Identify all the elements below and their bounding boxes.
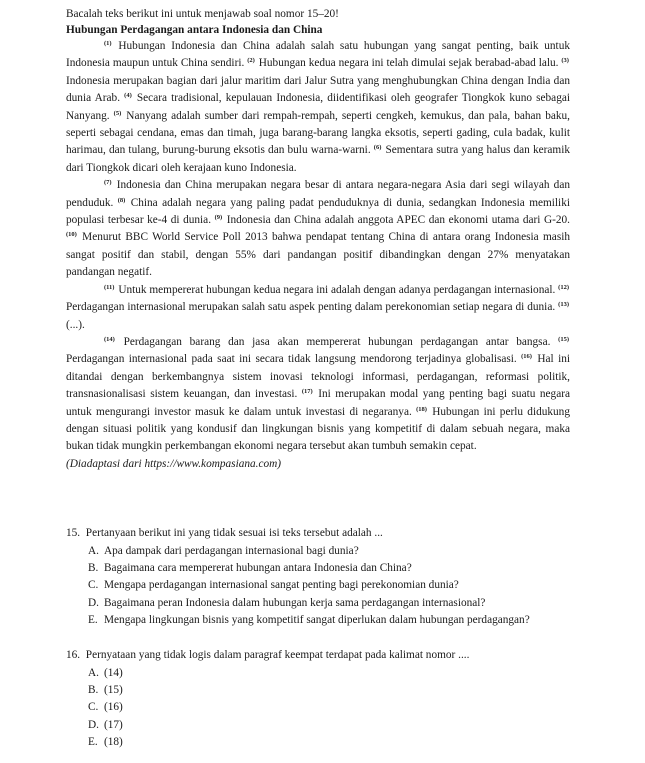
option-text: (18) xyxy=(104,735,123,748)
question-15-options xyxy=(66,543,626,629)
option-text: Mengapa perdagangan internasional sangat penting bagi perekonomian dunia? xyxy=(104,579,459,592)
question-text: Pernyataan yang tidak logis dalam paragraf keempat terdapat pada kalimat nomor .... xyxy=(85,649,470,661)
question-15-stem xyxy=(66,525,626,541)
option-text: Bagaimana cara mempererat hubungan antara Indonesia dan China? xyxy=(104,562,412,575)
question-16-stem xyxy=(66,647,626,663)
sentence-text: Indonesia dan China merupakan negara besar di antara negara-negara Asia dari segi wilayah dan penduduk. xyxy=(66,179,570,209)
option-label: C. xyxy=(88,701,99,714)
sentence-text: China adalah negara yang paling padat penduduknya di dunia, sedangkan Indonesia memiliki populasi terbesar ke-4 di dunia. xyxy=(66,196,570,227)
question-15 xyxy=(66,525,626,629)
answer-option[interactable] xyxy=(88,595,626,612)
sentence-number: (9) xyxy=(214,214,223,222)
sentence-text: Untuk mempererat hubungan kedua negara ini adalah dengan adanya perdagangan internasional. xyxy=(115,283,559,296)
sentence-number: (18) xyxy=(416,405,427,413)
sentence-text: Menurut BBC World Service Poll 2013 bahwa pendapat tentang China di antara orang Indonesia masih sangat positif dan stabil, dengan 55% dari pandangan positif dibandingkan dengan 27% menyatakan pandangan negatif. xyxy=(66,231,570,279)
sentence-number: (1) xyxy=(104,40,112,47)
option-label: D. xyxy=(88,718,99,731)
question-text: Pertanyaan berikut ini yang tidak sesuai isi teks tersebut adalah ... xyxy=(85,527,383,539)
sentence-text: Hubungan Indonesia dan China adalah salah satu hubungan yang sangat penting, baik untuk Indonesia maupun untuk China sendiri. xyxy=(66,40,570,70)
option-label: E. xyxy=(88,735,98,748)
sentence-number: (7) xyxy=(104,179,112,187)
sentence-text: Perdagangan internasional pada saat ini secara tidak langsung mendorong terjadinya globalisasi. xyxy=(66,353,522,366)
question-number: 16. xyxy=(66,649,81,661)
answer-option[interactable] xyxy=(88,577,626,594)
sentence-number: (15) xyxy=(558,335,569,343)
sentence-number: (10) xyxy=(66,231,77,239)
answer-option[interactable] xyxy=(88,560,626,577)
option-text: (14) xyxy=(104,667,123,679)
passage-body xyxy=(66,38,570,456)
sentence-number: (5) xyxy=(113,109,122,117)
option-text: Bagaimana peran Indonesia dalam hubungan kerja sama perdagangan internasional? xyxy=(104,596,486,609)
answer-option[interactable] xyxy=(88,682,626,699)
sentence-number: (12) xyxy=(558,283,569,291)
sentence-number: (14) xyxy=(104,335,115,343)
sentence-text: Secara tradisional, kepulauan Indonesia, diidentifikasi oleh geografer Tiongkok kuno sebagai Nanyang. xyxy=(66,92,571,122)
instruction-text: Bacalah teks berikut ini untuk menjawab soal nomor 15–20! xyxy=(66,8,339,20)
question-16 xyxy=(66,647,626,751)
sentence-number: (8) xyxy=(117,196,126,204)
option-text: (16) xyxy=(104,701,123,714)
sentence-text: Ini merupakan modal yang penting bagi suatu negara untuk mengurangi investor masuk ke dalam untuk investasi di negaranya. xyxy=(66,388,570,418)
sentence-text: Perdagangan internasional merupakan salah satu aspek penting dalam perekonomian setiap negara di dunia. xyxy=(66,301,559,314)
sentence-number: (4) xyxy=(124,92,132,100)
source-citation: (Diadaptasi dari https://www.kompasiana.com) xyxy=(66,457,282,470)
sentence-number: (17) xyxy=(301,388,313,396)
answer-option[interactable] xyxy=(88,543,626,560)
answer-option[interactable] xyxy=(88,665,626,682)
option-label: A. xyxy=(88,545,99,557)
option-text: (17) xyxy=(104,718,123,731)
option-label: C. xyxy=(88,579,99,592)
option-label: D. xyxy=(88,596,99,609)
option-label: B. xyxy=(88,562,99,575)
sentence-text: Indonesia dan China adalah anggota APEC dan ekonomi utama dari G-20. xyxy=(223,214,570,227)
answer-option[interactable] xyxy=(88,612,626,629)
reading-passage xyxy=(66,6,570,473)
paragraph-3 xyxy=(66,282,570,334)
question-number: 15. xyxy=(66,527,81,539)
option-text: (15) xyxy=(104,684,123,697)
sentence-number: (3) xyxy=(561,57,569,65)
answer-option[interactable] xyxy=(88,717,626,734)
sentence-text: Indonesia merupakan bagian dari jalur maritim dari Jalur Sutra yang menghubungkan China dengan India dan dunia Arab. xyxy=(66,74,570,105)
option-text: Apa dampak dari perdagangan internasional bagi dunia? xyxy=(104,545,359,557)
sentence-text: Nanyang adalah sumber dari rempah-rempah, seperti cengkeh, kemukus, dan pala, bahan baku, seperti sebagai cendana, emas dan timah, juga barang-barang langka eksotis, seperti gading, cula badak, kulit harimau, dan tulang, burung-burung eksotis dan bulu warna-warni. xyxy=(66,109,571,157)
sentence-text: Hubungan kedua negara ini telah dimulai sejak berabad-abad lalu. xyxy=(255,57,562,70)
sentence-text: Hubungan ini perlu didukung dengan situasi politik yang kondusif dan lingkungan bisnis yang kompetitif di dalam sebuah negara, maka bukan tidak mungkin perkembangan ekonomi negara tersebut akan tumbuh semakin cepat. xyxy=(66,405,570,453)
option-text: Mengapa lingkungan bisnis yang kompetitif sangat diperlukan dalam hubungan perdagangan? xyxy=(104,613,530,626)
sentence-number: (6) xyxy=(373,144,382,152)
option-label: E. xyxy=(88,613,98,626)
answer-option[interactable] xyxy=(88,699,626,716)
paragraph-2 xyxy=(66,177,570,281)
option-label: A. xyxy=(88,667,99,679)
option-label: B. xyxy=(88,684,99,697)
sentence-number: (2) xyxy=(247,57,255,65)
sentence-number: (13) xyxy=(558,301,569,309)
sentence-text: Sementara sutra yang halus dan keramik dari Tiongkok dicari oleh kerajaan kuno Indonesia. xyxy=(66,144,570,174)
paragraph-1 xyxy=(66,38,570,177)
question-16-options xyxy=(66,665,626,751)
sentence-number: (16) xyxy=(521,353,532,361)
sentence-number: (11) xyxy=(104,283,115,291)
paragraph-4 xyxy=(66,334,570,456)
answer-option[interactable] xyxy=(88,734,626,751)
passage-title: Hubungan Perdagangan antara Indonesia dan China xyxy=(66,24,323,36)
sentence-text: Perdagangan barang dan jasa akan mempererat hubungan perdagangan antar bangsa. xyxy=(115,335,559,348)
sentence-text: (...). xyxy=(66,318,85,331)
sentence-text: Hal ini ditandai dengan berkembangnya sistem inovasi teknologi informasi, perdagangan, reformasi politik, transnasionalisasi sistem keuangan, dan investasi. xyxy=(66,353,570,401)
